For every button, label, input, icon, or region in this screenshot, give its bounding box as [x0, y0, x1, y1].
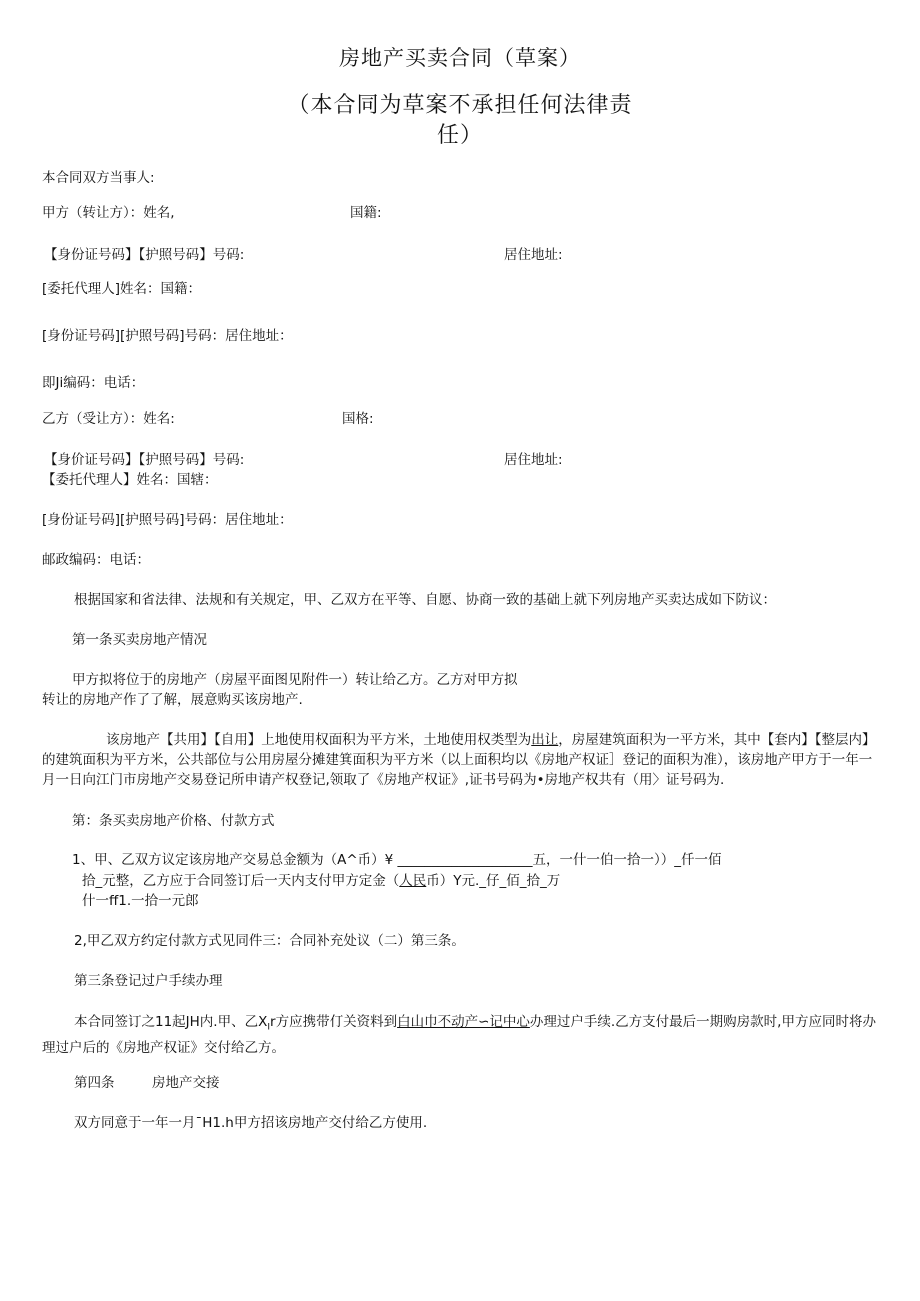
party-a-nationality-label: 国籍: — [350, 205, 382, 221]
party-b-postcode-label: 邮政编码：电话： — [42, 552, 150, 568]
article-3-subscript: I — [267, 1022, 271, 1033]
party-a-id-label: 【身份证号码】【护照号码】号码: — [44, 247, 245, 263]
article-2-item-1-line-2 — [82, 871, 560, 891]
party-b-id-label: 【身价证号码】【护照号码】号码: — [44, 452, 245, 468]
party-b-nationality-label: 国格: — [342, 411, 374, 427]
article-1-para-2 — [42, 730, 878, 790]
party-b-agent-label: 【委托代理人】姓名：国辖： — [42, 472, 218, 488]
article-1-para-1-line-1: 甲方拟将位于的房地产（房屋平面图见附件一）转让给乙方。乙方对甲方拟 — [72, 672, 518, 688]
article-4-heading-number: 第四条 — [74, 1075, 115, 1091]
article-2-item-2: 2,甲乙双方约定付款方式见同件三：合同补充处议（二）第三条。 — [74, 933, 465, 949]
article-1-para-1-line-2: 转让的房地产作了了解，展意购买该房地产. — [42, 692, 303, 708]
deposit-text-a: 拾_元整，乙方应于合同签订后一天内支付甲方定金（ — [82, 873, 400, 889]
article-4-heading-title: 房地产交接 — [152, 1075, 220, 1091]
article-1-para-2-text-b: ，房屋建筑面积为一平方米，其中【套内】【整层内】的建筑面积为平方米，公共部位与公用房屋分摊建箕面积为平方米（以上面积均以《房地产权证］登记的面积为准），该房地产甲方于一年一月一日向江门市房地产交易登记所申请产权登记,领取了《房地产权证》,证书号码为•房地产权共有（用〉证号码为. — [42, 732, 876, 788]
article-4-para: 双方同意于一年一月¯H1.h甲方招该房地产交付给乙方使用. — [74, 1115, 428, 1131]
party-a-name-label: 甲方（转让方）：姓名, — [42, 205, 175, 221]
land-use-type-value: 出让 — [531, 732, 559, 748]
party-b-address-label: 居住地址: — [504, 452, 563, 468]
article-3-para — [42, 1012, 878, 1058]
article-2-item-1-line-1: 1、甲、乙双方议定该房地产交易总金额为（A^币）¥ ____________________五，一什一伯一拾一））_仟一佰 — [72, 852, 722, 868]
registration-center: 白山巾不动产∽记中心 — [397, 1014, 530, 1030]
article-1-heading: 第一条买卖房地产情况 — [72, 632, 207, 648]
article-3-heading: 第三条登记过户手续办理 — [74, 973, 223, 989]
party-a-agent-id-label: [身份证号码][护照号码]号码：居住地址： — [42, 328, 293, 344]
article-3-text-b: r方应携带仃关资料到 — [270, 1014, 398, 1030]
article-3-text-c: 办理过户手续.乙方支付最后一期购房款时,甲方应同时将办理过户后的《房地产权证》交付给乙方。 — [42, 1014, 876, 1056]
contract-subtitle: （本合同为草案不承担任何法律责任） — [287, 93, 633, 148]
article-2-heading: 第：条买卖房地产价格、付款方式 — [72, 813, 275, 829]
contract-title: 房地产买卖合同（草案） — [339, 46, 581, 70]
party-b-name-label: 乙方（受让方）：姓名: — [42, 411, 175, 427]
article-1-para-2-text-a: 该房地产【共用】【自用】上地使用权面积为平方米，土地使用权类型为 — [106, 732, 532, 748]
party-a-agent-label: [委托代理人]姓名：国籍： — [42, 281, 202, 297]
party-a-address-label: 居住地址: — [504, 247, 563, 263]
preamble: 根据国家和省法律、法规和有关规定，甲、乙双方在平等、自愿、协商一致的基础上就下列房地产买卖达成如下防议： — [74, 592, 776, 608]
parties-intro: 本合同双方当事人: — [42, 170, 155, 186]
party-a-postcode-label: 即Ji编码：电话： — [42, 375, 145, 391]
article-2-item-1-line-3: 什一ff1.一拾一元郎 — [82, 893, 199, 909]
deposit-currency: 人民 — [399, 873, 427, 889]
party-b-agent-id-label: [身份证号码][护照号码]号码：居住地址： — [42, 512, 293, 528]
article-3-text-a: 本合同签订之11起JH内.甲、乙X — [74, 1014, 268, 1030]
deposit-text-b: 币）Y元._仔_佰_拾_万 — [426, 873, 561, 889]
